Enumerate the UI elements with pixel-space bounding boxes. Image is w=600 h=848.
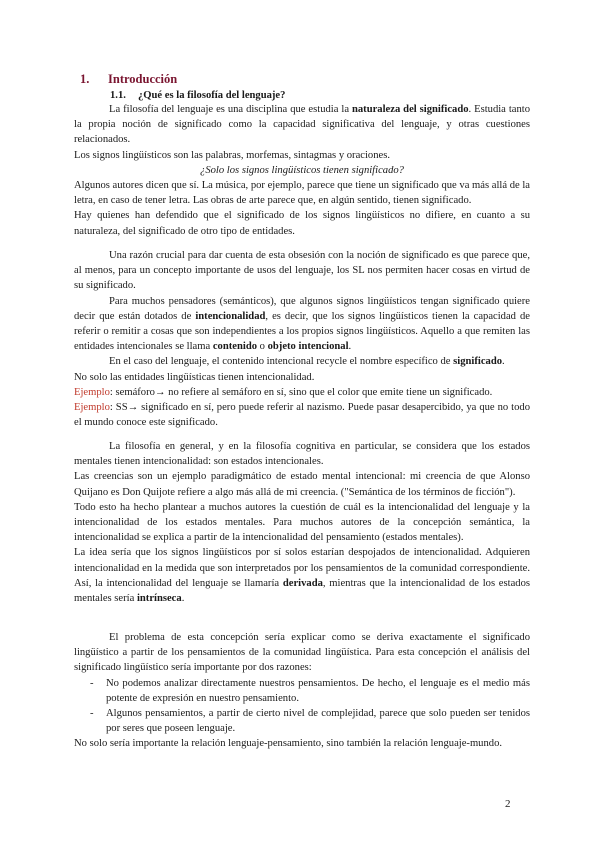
paragraph-nature: Hay quienes han defendido que el significado de los signos lingüísticos no difiere, en cuanto a su naturaleza, del significado de otro tipo de entidades. (74, 210, 530, 237)
section-title: Introducción (108, 72, 178, 86)
paragraph-cognitive: La filosofía en general, y en la filosofía cognitiva en particular, se considera que los estados mentales tienen intencionalidad: son estados intencionales. (74, 441, 530, 468)
example-traffic-light: Ejemplo: semáforo→ no refiere al semáforo en sí, sino que el color que emite tiene un significado. (74, 386, 493, 398)
paragraph-problem: El problema de esta concepción sería explicar como se deriva exactamente el significado lingüístico a partir de los pensamientos de la comunidad lingüística. Para esta concepción el análisis del significado lingüístico sería importante por dos razones: (74, 632, 530, 674)
section-heading (80, 72, 177, 87)
body-block-2 (74, 248, 530, 430)
subsection-number: 1.1. (110, 90, 126, 101)
subsection-title: ¿Qué es la filosofía del lenguaje? (138, 90, 286, 101)
paragraph-meaning: En el caso del lenguaje, el contenido intencional recycle el nombre específico de significado. (109, 356, 505, 368)
list-item: - Algunos pensamientos, a partir de cierto nivel de complejidad, parece que solo pueden ser tenidos por seres que poseen lenguaje. (90, 708, 530, 735)
paragraph-definition: La filosofía del lenguaje es una disciplina que estudia la naturaleza del significado. Estudia tanto la propia noción de significado como la capacidad significativa del lenguaje, y otras cuestiones relacionados. (74, 104, 531, 146)
paragraph-beliefs: Las creencias son un ejemplo paradigmático de estado mental intencional: mi creencia de que Alonso Quijano es Don Quijote refiere a algo más allá de mi creencia. ("Semántica de los términos de ficción"). (74, 471, 530, 498)
paragraph-question: Todo esto ha hecho plantear a muchos autores la cuestión de cuál es la intencionalidad del lenguaje y la intencionalidad de los estados mentales. Para muchos autores de la concepción semántica, la intencionalidad se explica a partir de la intencionalidad del pensamiento (estados mentales). (74, 501, 530, 544)
paragraph-non-linguistic: No solo las entidades lingüísticas tienen intencionalidad. (74, 371, 315, 383)
subsection-heading (110, 88, 285, 103)
paragraph-intentionality: Para muchos pensadores (semánticos), que algunos signos lingüísticos tengan significado quiere decir que están dotados de intencionalidad, es decir, que los signos lingüísticos tienen la capacidad de referir o remitir a cosas que son independientes a los propios signos lingüísticos. Aquello a que remiten las entidades intencionales se llama contenido o objeto intencional. (74, 295, 530, 353)
paragraph-music: Algunos autores dicen que sí. La música, por ejemplo, parece que tiene un significado que va más allá de la letra, en caso de tener letra. Las obras de arte parece que, en algún sentido, tienen significado. (74, 180, 530, 207)
paragraph-derived: La idea sería que los signos lingüísticos por sí solos estarían despojados de intencionalidad. Adquieren intencionalidad en la medida que son interpretados por los pensamientos de la comunidad correspondiente. Así, la intencionalidad del lenguaje se llamaría derivada, mientras que la intencionalidad de los estados mentales sería intrínseca. (74, 547, 530, 605)
body-block-1 (74, 102, 530, 239)
reasons-list (74, 676, 530, 737)
example-ss: Ejemplo: SS→ significado en sí, pero puede referir al nazismo. Puede pasar desapercibido, ya que no todo el mundo conoce este significado. (74, 402, 530, 429)
example-label: Ejemplo (74, 386, 110, 398)
body-block-4 (74, 630, 530, 752)
paragraph-signs: Los signos lingüísticos son las palabras, morfemas, sintagmas y oraciones. (74, 149, 390, 161)
list-item: - No podemos analizar directamente nuestros pensamientos. De hecho, el lenguaje es el medio más potente de expresión en nuestro pensamiento. (90, 677, 530, 704)
body-block-3 (74, 439, 530, 606)
section-number: 1. (80, 72, 90, 86)
page-number: 2 (505, 798, 511, 810)
paragraph-reason: Una razón crucial para dar cuenta de esta obsesión con la noción de significado es que parece que, al menos, para un concepto importante de usos del lenguaje, los SL nos permiten hacer cosas en virtud de su significado. (74, 250, 530, 292)
example-label: Ejemplo (74, 402, 110, 414)
question-line: ¿Solo los signos lingüísticos tienen significado? (200, 164, 404, 176)
paragraph-language-world: No solo sería importante la relación lenguaje-pensamiento, sino también la relación lenguaje-mundo. (74, 738, 503, 750)
